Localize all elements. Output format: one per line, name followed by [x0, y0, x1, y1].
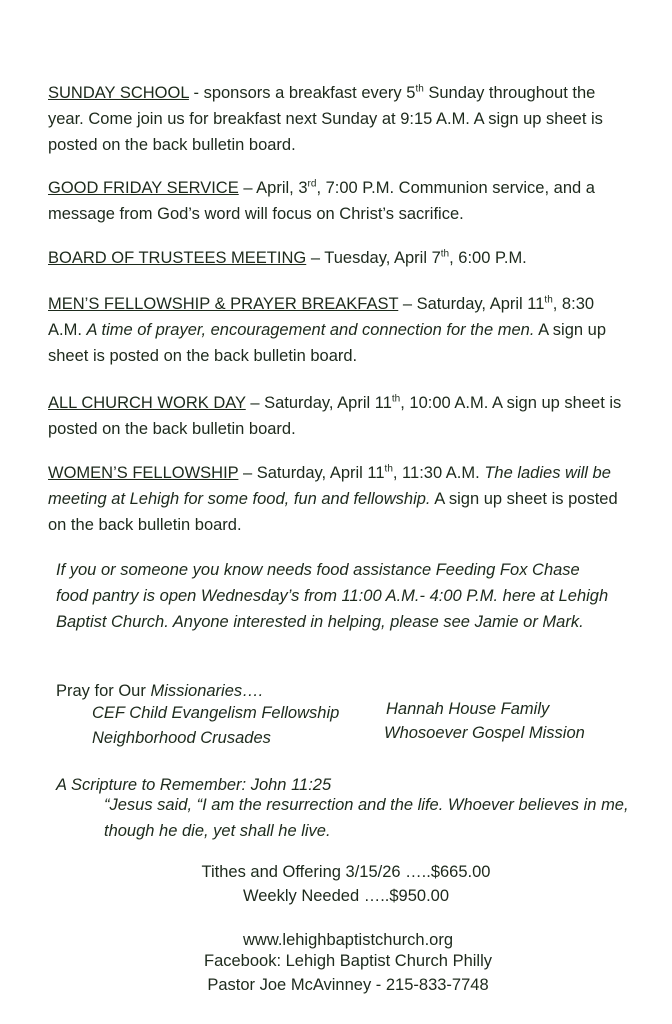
missionaries-heading: Pray for Our Missionaries…. — [56, 682, 264, 700]
missionary-item: Hannah House Family — [386, 700, 550, 718]
missionary-item: Whosoever Gospel Mission — [384, 724, 585, 742]
sunday-school-title: SUNDAY SCHOOL — [48, 84, 189, 102]
mens-fellowship-announcement: MEN’S FELLOWSHIP & PRAYER BREAKFAST – Saturday, April 11th, 8:30 A.M. A time of prayer, encouragement and connection for the men. A sign up sheet is posted on the back bulletin board. — [48, 294, 606, 365]
pastor-line: Pastor Joe McAvinney - 215-833-7748 — [207, 976, 489, 994]
trustees-title: BOARD OF TRUSTEES MEETING — [48, 249, 307, 267]
womens-fellowship-title: WOMEN’S FELLOWSHIP — [48, 464, 239, 482]
food-pantry-notice: If you or someone you know needs food assistance Feeding Fox Chase food pantry is open Wednesday’s from 11:00 A.M.- 4:00 P.M. here at Lehigh Baptist Church. Anyone interested in helping, please see Jamie or Mark. — [56, 561, 609, 631]
good-friday-title: GOOD FRIDAY SERVICE — [48, 179, 239, 197]
facebook-line: Facebook: Lehigh Baptist Church Philly — [204, 952, 492, 970]
sunday-school-announcement: SUNDAY SCHOOL - sponsors a breakfast every 5th Sunday throughout the year. Come join us for breakfast next Sunday at 9:15 A.M. A sign up sheet is posted on the back bulletin board. — [48, 83, 603, 154]
work-day-announcement: ALL CHURCH WORK DAY – Saturday, April 11th, 10:00 A.M. A sign up sheet is posted on the back bulletin board. — [48, 393, 622, 438]
work-day-title: ALL CHURCH WORK DAY — [48, 394, 246, 412]
missionary-item: CEF Child Evangelism Fellowship — [92, 704, 340, 722]
weekly-needed-line: Weekly Needed …..$950.00 — [242, 887, 450, 905]
mens-fellowship-title: MEN’S FELLOWSHIP & PRAYER BREAKFAST — [48, 295, 399, 313]
womens-fellowship-announcement: WOMEN’S FELLOWSHIP – Saturday, April 11th, 11:30 A.M. The ladies will be meeting at Lehigh for some food, fun and fellowship. A sign up sheet is posted on the back bulletin board. — [48, 463, 618, 534]
trustees-announcement: BOARD OF TRUSTEES MEETING – Tuesday, April 7th, 6:00 P.M. — [48, 248, 527, 267]
website-link[interactable]: www.lehighbaptistchurch.org — [242, 931, 454, 949]
good-friday-announcement: GOOD FRIDAY SERVICE – April, 3rd, 7:00 P.M. Communion service, and a message from God’s word will focus on Christ’s sacrifice. — [48, 178, 595, 223]
scripture-quote: “Jesus said, “I am the resurrection and the life. Whoever believes in me, though he die, yet shall he live. — [104, 796, 629, 840]
tithes-line: Tithes and Offering 3/15/26 …..$665.00 — [201, 863, 491, 881]
missionary-item: Neighborhood Crusades — [92, 729, 271, 747]
scripture-heading: A Scripture to Remember: John 11:25 — [56, 776, 332, 794]
